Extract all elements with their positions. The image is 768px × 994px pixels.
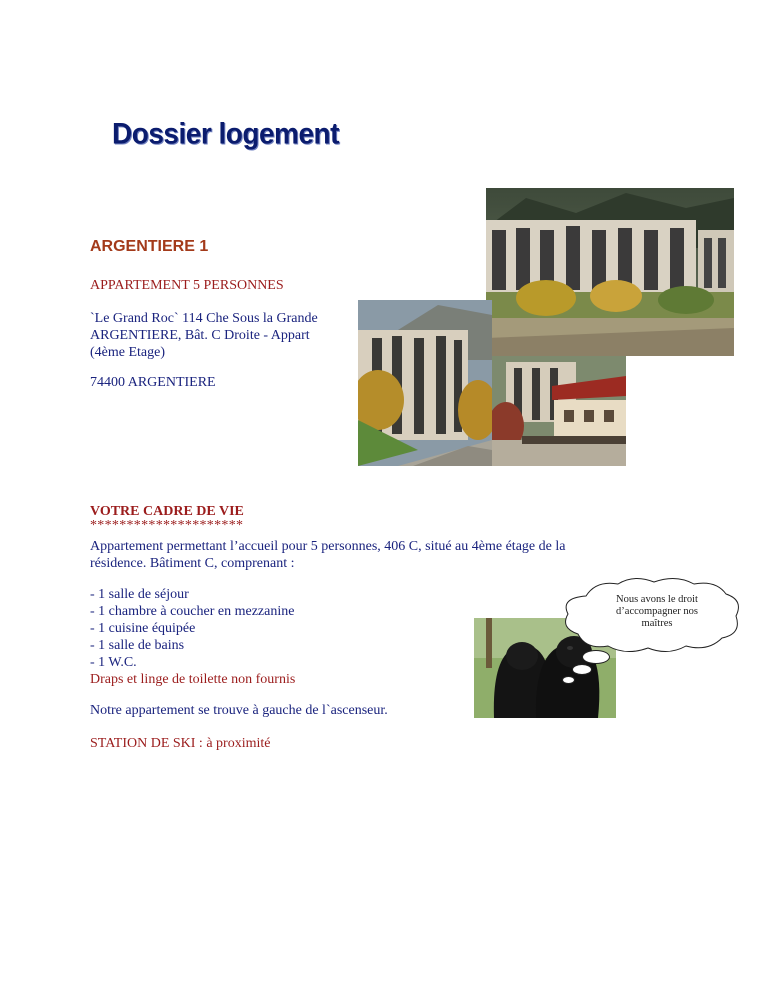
stars-divider: ********************* bbox=[90, 518, 244, 533]
thought-bubble-dot bbox=[572, 664, 592, 675]
elevator-note: Notre appartement se trouve à gauche de l`ascenseur. bbox=[90, 703, 388, 718]
bubble-line: d’accompagner nos bbox=[616, 606, 698, 617]
section-title: VOTRE CADRE DE VIE bbox=[90, 504, 244, 519]
description-line: Appartement permettant l’accueil pour 5 personnes, 406 C, situé au 4ème étage de la bbox=[90, 539, 566, 554]
bubble-line: Nous avons le droit bbox=[616, 594, 698, 605]
description bbox=[90, 538, 565, 572]
page-title: Dossier logement bbox=[112, 117, 339, 150]
residence-photo-tower bbox=[358, 300, 492, 466]
apartment-type: APPARTEMENT 5 PERSONNES bbox=[90, 278, 284, 293]
bubble-line: maîtres bbox=[641, 618, 673, 629]
residence-photo-main bbox=[486, 188, 734, 356]
list-item: - 1 salle de séjour bbox=[90, 587, 189, 602]
thought-bubble-dot bbox=[562, 676, 575, 684]
list-item: - 1 salle de bains bbox=[90, 638, 185, 653]
thought-bubble-dot bbox=[582, 650, 610, 664]
linen-note: Draps et linge de toilette non fournis bbox=[90, 672, 296, 687]
address-line: (4ème Etage) bbox=[90, 345, 166, 360]
residence-photo-annex bbox=[492, 356, 626, 466]
list-item: - 1 W.C. bbox=[90, 655, 137, 670]
location-title: ARGENTIERE 1 bbox=[90, 238, 209, 255]
list-item: - 1 cuisine équipée bbox=[90, 621, 196, 636]
list-item: - 1 chambre à coucher en mezzanine bbox=[90, 604, 295, 619]
postal-address: 74400 ARGENTIERE bbox=[90, 375, 216, 390]
bubble-text bbox=[592, 594, 722, 630]
address-line: `Le Grand Roc` 114 Che Sous la Grande bbox=[90, 311, 318, 326]
address-block bbox=[90, 310, 318, 361]
ski-note: STATION DE SKI : à proximité bbox=[90, 736, 271, 751]
description-line: résidence. Bâtiment C, comprenant : bbox=[90, 556, 295, 571]
rooms-list bbox=[90, 586, 295, 688]
thought-bubble bbox=[556, 576, 746, 656]
address-line: ARGENTIERE, Bât. C Droite - Appart bbox=[90, 328, 310, 343]
